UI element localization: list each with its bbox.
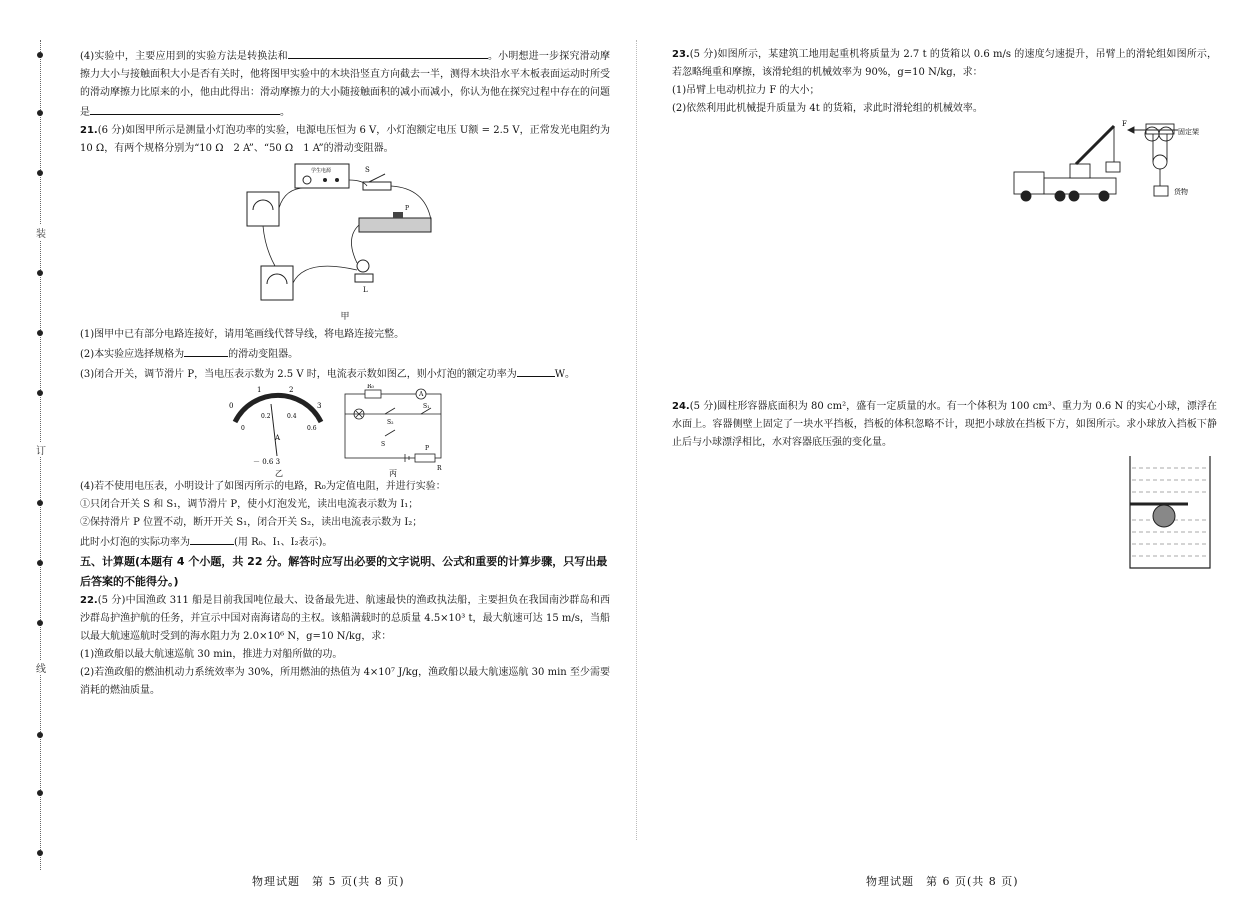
q21-stem: [80, 122, 610, 158]
answer-blank[interactable]: [517, 364, 555, 377]
power-terminal: [335, 178, 339, 182]
answer-blank[interactable]: [90, 102, 280, 115]
ammeter-dial-yi: [229, 386, 321, 478]
q21-sub1: (1)图甲中已有部分电路连接好，请用笔画线代替导线，将电路连接完整。: [80, 329, 405, 340]
q20-part4-text-c: 。: [280, 107, 290, 118]
power-supply-label: 学生电源: [311, 168, 332, 174]
binding-dot: [37, 790, 43, 796]
q21-step1: ①只闭合开关 S 和 S₁，调节滑片 P，使小灯泡发光，读出电流表示数为 I₁；: [80, 499, 419, 510]
binding-dot: [37, 620, 43, 626]
ball: [1153, 505, 1175, 527]
answer-blank[interactable]: [184, 344, 228, 357]
bulb: [357, 260, 369, 272]
scale-top-0: 0: [229, 402, 234, 410]
page-divider: [636, 40, 637, 840]
figure-caption-yi: 乙: [275, 469, 283, 478]
binding-dot: [37, 850, 43, 856]
answer-blank[interactable]: [288, 46, 488, 59]
rheostat-slider: [393, 212, 403, 218]
figure-caption-bing: 丙: [389, 469, 397, 478]
binding-mark-zhuang: 装: [32, 225, 50, 240]
question-number: 21.: [80, 125, 98, 136]
q23-sub1: (1)吊臂上电动机拉力 F 的大小；: [672, 85, 820, 96]
answer-blank[interactable]: [190, 532, 234, 545]
switch: [363, 182, 391, 190]
binding-dot: [37, 560, 43, 566]
q21-sub4-answer: [80, 532, 610, 552]
q21-sub3-text-b: W。: [554, 369, 576, 380]
label-r: R: [437, 465, 442, 472]
q21-sub4-text-b: (用 R₀、I₁、I₂表示)。: [234, 537, 333, 548]
scale-bottom-3: 0.6: [307, 425, 317, 432]
dial-needle: [271, 404, 277, 456]
label-p: P: [425, 445, 430, 452]
crane-figure: [1010, 118, 1220, 204]
figures-yi-bing: [225, 384, 465, 478]
q24-stem-text: (5 分)圆柱形容器底面积为 80 cm²，盛有一定质量的水。有一个体积为 100 cm³、重力为 0.6 N 的实心小球，漂浮在水面上。容器侧壁上固定了一块水平挡板，挡板的体积忽略不计，现把小球放在挡板下方，如图所示。求小球放入挡板下静止后与小球漂浮相比，水对容器底压强的变化量。: [672, 401, 1217, 448]
binding-dot: [37, 500, 43, 506]
q20-part4-text-a: (4)实验中，主要应用到的实验方法是转换法和: [80, 51, 288, 62]
q22-stem: [80, 592, 610, 646]
q24-stem: [672, 398, 1217, 452]
q21-sub4: (4)若不使用电压表，小明设计了如图丙所示的电路，R₀为定值电阻，并进行实验：: [80, 481, 446, 492]
container-figure: [1126, 454, 1214, 572]
binding-dot: [37, 110, 43, 116]
q21-sub3: [80, 364, 610, 384]
left-column: [80, 46, 610, 700]
q21-stem-text: (6 分)如图甲所示是测量小灯泡功率的实验，电源电压恒为 6 V，小灯泡额定电压 U额 = 2.5 V，正常发光电阻约为 10 Ω，有两个规格分别为“10 Ω 2 A”、“50 Ω 1 A”的滑动变阻器。: [80, 125, 610, 154]
switch-lever: [369, 174, 385, 182]
figure-caption-jia: 甲: [340, 312, 350, 322]
q23-stem: [672, 46, 1217, 82]
scale-top-2: 2: [289, 386, 294, 394]
q21-sub2-text-a: (2)本实验应选择规格为: [80, 349, 185, 360]
scale-bottom-2: 0.4: [287, 413, 297, 420]
page-footer-6: 物理试题 第 6 页(共 8 页): [866, 875, 1019, 888]
rheostat: [359, 218, 431, 232]
switch-label: S: [365, 166, 370, 174]
scale-top-1: 1: [257, 386, 262, 394]
dial-unit: A: [275, 434, 281, 442]
label-s1: S₁: [423, 403, 430, 410]
q22-stem-text: (5 分)中国渔政 311 船是目前我国吨位最大、设备最先进、航速最快的渔政执法船，主要担负在我国南沙群岛和西沙群岛护渔护航的任务，并宣示中国对南海诸岛的主权。该船满载时的总质量 4.5×10³ t，最大航速可达 15 m/s，当船以最大航速巡航时受到的海水阻力为 2.0×10⁶ N，g=10 N/kg，求：: [80, 595, 610, 642]
crane-cargo: [1106, 162, 1120, 172]
binding-mark-xian: 线: [32, 660, 50, 675]
fixed-frame-label: 固定架: [1178, 128, 1199, 136]
scale-bottom-1: 0.2: [261, 413, 271, 420]
binding-mark-ding: 订: [32, 442, 50, 457]
ammeter: [261, 266, 293, 300]
page-footer-5: 物理试题 第 5 页(共 8 页): [252, 875, 405, 888]
binding-dot: [37, 52, 43, 58]
dial-terminals: － 0.6 3: [253, 458, 281, 466]
q21-step2: ②保持滑片 P 位置不动，断开开关 S₁，闭合开关 S₂，读出电流表示数为 I₂；: [80, 517, 423, 528]
q22-sub2: (2)若渔政船的燃油机动力系统效率为 30%，所用燃油的热值为 4×10⁷ J/kg，渔政船以最大航速巡航 30 min 至少需要消耗的燃油质量。: [80, 667, 610, 696]
circuit-figure-jia: [245, 158, 445, 308]
q23-stem-text: (5 分)如图所示，某建筑工地用起重机将质量为 2.7 t 的货箱以 0.6 m/s 的速度匀速提升，吊臂上的滑轮组如图所示，若忽略绳重和摩擦，该滑轮组的机械效率为 90%，g=10 N/kg，求：: [672, 49, 1217, 78]
binding-dot: [37, 170, 43, 176]
q21-sub2-text-b: 的滑动变阻器。: [228, 349, 299, 360]
bulb-label: L: [363, 286, 368, 294]
bulb-base: [355, 274, 373, 282]
cargo-box: [1154, 186, 1168, 196]
section-title-calculation: 五、计算题(本题有 4 个小题，共 22 分。解答时应写出必要的文字说明、公式和重要的计算步骤，只写出最后答案的不能得分。): [80, 555, 608, 588]
ammeter-symbol-label: A: [419, 391, 424, 398]
voltmeter: [247, 192, 279, 226]
q22-sub1: (1)渔政船以最大航速巡航 30 min，推进力对船所做的功。: [80, 649, 343, 660]
label-r0: R₀: [367, 384, 374, 390]
label-s: S: [381, 441, 386, 448]
q21-sub4-text-a: 此时小灯泡的实际功率为: [80, 537, 190, 548]
scale-top-3: 3: [317, 402, 322, 410]
label-s2: S₂: [387, 419, 394, 426]
question-number: 22.: [80, 595, 98, 606]
slider-label: P: [405, 205, 410, 212]
q20-part4: [80, 46, 610, 122]
binding-dot: [37, 390, 43, 396]
truck-cab: [1014, 172, 1044, 194]
q21-sub3-text-a: (3)闭合开关，调节滑片 P，当电压表示数为 2.5 V 时，电流表示数如图乙，则小灯泡的额定功率为: [80, 369, 517, 380]
question-number: 24.: [672, 401, 690, 412]
cargo-label: 货物: [1174, 188, 1188, 196]
q21-sub2: [80, 344, 610, 364]
q23-sub2: (2)依然利用此机械提升质量为 4t 的货箱，求此时滑轮组的机械效率。: [672, 103, 983, 114]
scale-bottom-0: 0: [241, 425, 245, 432]
binding-dot: [37, 270, 43, 276]
q24-block: [672, 398, 1217, 452]
q20-part4-text-b: 。小明想进一步探究滑动摩擦力大小与接触面积大小是否有关时，他将图甲实验中的木块沿竖直方向截去一半，测得木块沿水平木板表面运动时所受的滑动摩擦力比原来的小，他由此得出：滑动摩擦力的大小随接触面积的减小而减小，你认为他在探究过程中存在的问题是: [80, 51, 610, 118]
binding-margin: [0, 0, 60, 910]
force-label: F: [1122, 120, 1127, 128]
binding-dot: [37, 732, 43, 738]
right-column: [672, 46, 1217, 118]
binding-dot: [37, 330, 43, 336]
question-number: 23.: [672, 49, 690, 60]
power-terminal: [323, 178, 327, 182]
